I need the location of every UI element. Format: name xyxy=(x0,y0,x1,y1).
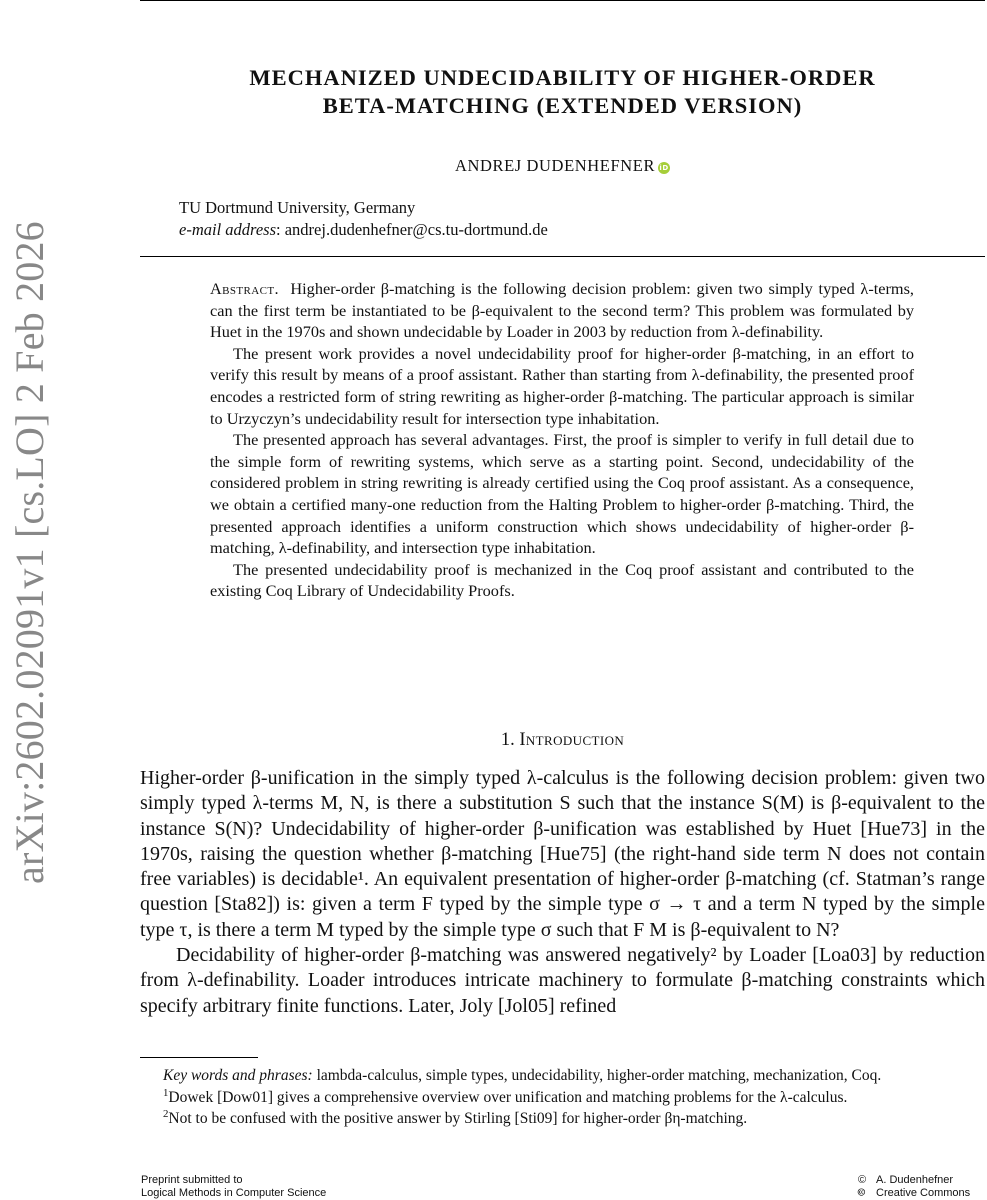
footnote-2: $^2$Not to be confused with the positive answer by Stirling [Sti09] for higher-order βη-matching. xyxy=(163,1107,748,1127)
email-line: e-mail address: andrej.dudenhefner@cs.tu-dortmund.de xyxy=(179,220,548,239)
keywords: lambda-calculus, simple types, undecidability, higher-order matching, mechanization, Coq. xyxy=(316,1067,882,1084)
preprint-journal: Logical Methods in Computer Science xyxy=(141,1187,327,1199)
affiliation: TU Dortmund University, Germany xyxy=(179,198,416,217)
paper-title xyxy=(140,64,985,120)
abstract-paragraph-1: Abstract. Higher-order β-matching is the following decision problem: given two simply typed λ-terms, can the first term be instantiated to be β-equivalent to the second term? This problem was formulated by Huet in the 1970s and shown undecidable by Loader in 2003 by reduction from λ-definability. xyxy=(210,279,914,342)
keywords-note xyxy=(140,1065,985,1087)
abstract xyxy=(210,278,914,602)
abstract-paragraph-3: The presented approach has several advantages. First, the proof is simpler to verify in full detail due to the simple form of rewriting systems, which serve as a starting point. Second, undecidability of the considered problem in string rewriting is already certified using the Coq proof assistant. As a consequence, we obtain a certified many-one reduction from the Halting Problem to higher-order β-matching. Third, the presented approach identifies a uniform construction which shows undecidability of higher-order β-matching, λ-definability, and intersection type inhabitation. xyxy=(210,430,914,558)
footnote-1: $^1$Dowek [Dow01] gives a comprehensive overview over unification and matching problems for the λ-calculus. xyxy=(163,1086,848,1106)
email-label: e-mail address xyxy=(179,220,277,239)
header-rule xyxy=(140,256,985,257)
title-line-1: MECHANIZED UNDECIDABILITY OF HIGHER-ORDER xyxy=(249,65,876,90)
section-number: 1. xyxy=(500,730,515,750)
orcid-icon[interactable]: iD xyxy=(659,164,669,172)
top-rule xyxy=(140,0,985,1)
abstract-paragraph-2: The present work provides a novel undecidability proof for higher-order β-matching, in an effort to verify this result by means of a proof assistant. Rather than starting from λ-definability, the presented proof encodes a restricted form of string rewriting as higher-order β-matching. The particular approach is similar to Urzyczyn’s undecidability result for intersection type inhabitation. xyxy=(210,343,914,428)
license-block xyxy=(858,1174,970,1200)
abstract-paragraph-4: The presented undecidability proof is mechanized in the Coq proof assistant and contributed to the existing Coq Library of Undecidability Proofs. xyxy=(210,559,914,601)
footnotes xyxy=(140,1065,985,1130)
footnote-1-marker: 1 xyxy=(163,1086,169,1099)
body-paragraph-2: Decidability of higher-order β-matching was answered negatively² by Loader [Loa03] by reduction from λ-definability. Loader introduces intricate machinery to formulate β-matching constraints which specify arbitrary finite functions. Later, Joly [Jol05] refined xyxy=(140,944,985,1017)
preprint-line-1: Preprint submitted to xyxy=(141,1174,243,1186)
preprint-notice xyxy=(141,1174,326,1200)
introduction-body xyxy=(140,766,985,1019)
copyright-icon: © xyxy=(858,1174,867,1186)
email-address[interactable]: andrej.dudenhefner@cs.tu-dortmund.de xyxy=(284,220,548,239)
license-name: Creative Commons xyxy=(876,1187,971,1199)
affiliation-block xyxy=(179,197,959,241)
cc-icon: 🅭 xyxy=(858,1187,865,1199)
abstract-label: Abstract. xyxy=(210,279,279,298)
arxiv-identifier: arXiv:2602.02091v1 [cs.LO] 2 Feb 2026 xyxy=(7,221,52,884)
section-heading xyxy=(140,730,985,751)
body-paragraph-1: Higher-order β-unification in the simply typed λ-calculus is the following decision problem: given two simply typed λ-terms M, N, is there a substitution S such that the instance S(M) is β-equivalent to the instance S(N)? Undecidability of higher-order β-unification was established by Huet [Hue73] in the 1970s, raising the question whether β-matching [Hue75] (the right-hand side term N does not contain free variables) is decidable¹. An equivalent presentation of higher-order β-matching (cf. Statman’s range question [Sta82]) is: given a term F typed by the simple type σ → τ and a term N typed by the simple type τ, is there a term M typed by the simple type σ such that F M is β-equivalent to N? xyxy=(140,767,985,941)
copyright-holder: A. Dudenhefner xyxy=(876,1174,954,1186)
footnote-rule xyxy=(140,1057,258,1058)
author-name: ANDREJ DUDENHEFNER xyxy=(454,156,656,175)
title-line-2: BETA-MATCHING (EXTENDED VERSION) xyxy=(322,93,803,118)
author-line xyxy=(140,156,985,176)
keywords-label: Key words and phrases: xyxy=(163,1067,313,1084)
footnote-2-marker: 2 xyxy=(163,1107,169,1120)
license-line xyxy=(858,1187,970,1200)
section-title: Introduction xyxy=(519,730,625,750)
copyright-line xyxy=(858,1174,970,1187)
